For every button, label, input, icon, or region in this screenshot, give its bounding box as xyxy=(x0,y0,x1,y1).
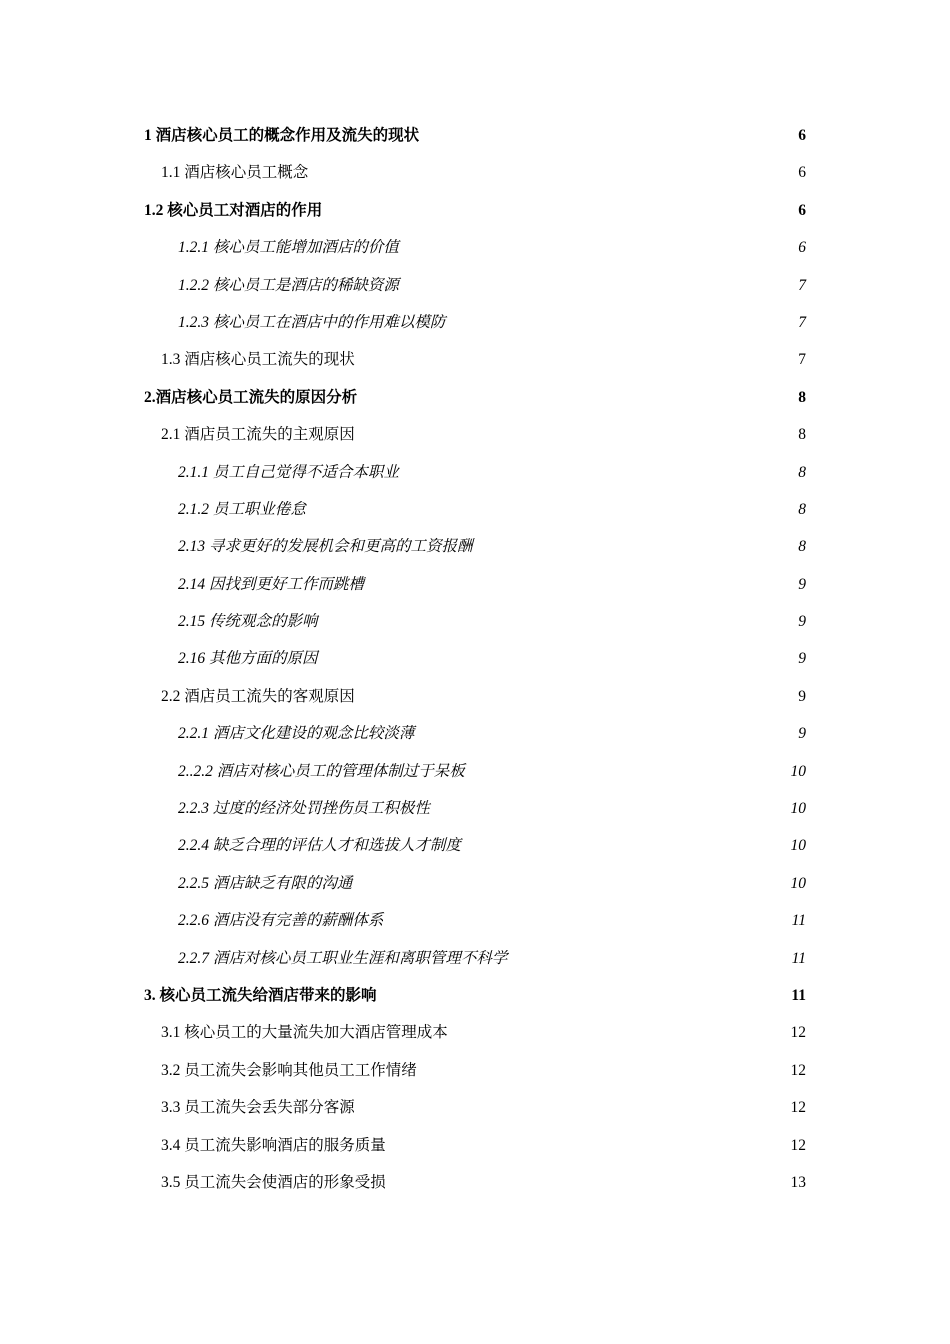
toc-entry-page-number: 11 xyxy=(791,986,806,1004)
toc-entry[interactable] xyxy=(0,566,950,603)
toc-entry[interactable] xyxy=(0,1164,950,1201)
toc-entry[interactable] xyxy=(0,678,950,715)
toc-entry-page-number: 6 xyxy=(798,239,806,257)
toc-entry[interactable] xyxy=(0,154,950,191)
toc-entry-title: 2.2.6 酒店没有完善的薪酬体系 xyxy=(178,912,384,930)
toc-entry-page-number: 9 xyxy=(798,725,806,743)
toc-entry-page-number: 9 xyxy=(798,687,806,705)
toc-entry[interactable] xyxy=(0,603,950,640)
toc-entry-title: 2.13 寻求更好的发展机会和更高的工资报酬 xyxy=(178,538,473,556)
toc-entry-title: 2.15 传统观念的影响 xyxy=(178,613,318,631)
toc-entry[interactable] xyxy=(0,416,950,453)
toc-entry[interactable] xyxy=(0,491,950,528)
toc-entry[interactable] xyxy=(0,1089,950,1126)
toc-entry-title: 2.2.5 酒店缺乏有限的沟通 xyxy=(178,874,353,892)
toc-entry-title: 2..2.2 酒店对核心员工的管理体制过于呆板 xyxy=(178,762,465,780)
toc-entry-page-number: 8 xyxy=(798,500,806,518)
toc-entry[interactable] xyxy=(0,1014,950,1051)
toc-entry[interactable] xyxy=(0,1052,950,1089)
toc-entry[interactable] xyxy=(0,454,950,491)
toc-entry-title: 2.1.1 员工自己觉得不适合本职业 xyxy=(178,463,399,481)
toc-entry-title: 1.3 酒店核心员工流失的现状 xyxy=(161,351,355,369)
toc-entry[interactable] xyxy=(0,117,950,154)
toc-entry-page-number: 9 xyxy=(798,650,806,668)
toc-entry[interactable] xyxy=(0,753,950,790)
toc-entry[interactable] xyxy=(0,192,950,229)
toc-entry-page-number: 10 xyxy=(790,837,806,855)
toc-entry-title: 3.5 员工流失会使酒店的形象受损 xyxy=(161,1173,386,1191)
toc-entry-page-number: 8 xyxy=(798,463,806,481)
toc-entry[interactable] xyxy=(0,379,950,416)
toc-entry-title: 3.1 核心员工的大量流失加大酒店管理成本 xyxy=(161,1024,448,1042)
toc-entry-title: 2.16 其他方面的原因 xyxy=(178,650,318,668)
toc-entry-title: 1.2 核心员工对酒店的作用 xyxy=(144,201,323,219)
toc-entry-title: 3.4 员工流失影响酒店的服务质量 xyxy=(161,1136,386,1154)
toc-entry-title: 2.1 酒店员工流失的主观原因 xyxy=(161,426,355,444)
toc-entry-title: 2.2.7 酒店对核心员工职业生涯和离职管理不科学 xyxy=(178,949,508,967)
toc-entry[interactable] xyxy=(0,528,950,565)
toc-entry[interactable] xyxy=(0,229,950,266)
toc-entry-page-number: 7 xyxy=(798,351,806,369)
toc-entry[interactable] xyxy=(0,940,950,977)
toc-entry-page-number: 6 xyxy=(798,164,806,182)
toc-entry[interactable] xyxy=(0,790,950,827)
toc-entry-title: 2.14 因找到更好工作而跳槽 xyxy=(178,575,365,593)
toc-entry-page-number: 8 xyxy=(798,538,806,556)
toc-entry-title: 1.2.1 核心员工能增加酒店的价值 xyxy=(178,239,399,257)
toc-entry-page-number: 10 xyxy=(790,762,806,780)
toc-entry-title: 1.2.3 核心员工在酒店中的作用难以模防 xyxy=(178,313,446,331)
toc-entry[interactable] xyxy=(0,977,950,1014)
toc-entry[interactable] xyxy=(0,1127,950,1164)
toc-entry-title: 2.酒店核心员工流失的原因分析 xyxy=(144,388,358,406)
toc-entry-page-number: 9 xyxy=(798,575,806,593)
toc-entry-title: 3.2 员工流失会影响其他员工工作情绪 xyxy=(161,1061,417,1079)
toc-entry-page-number: 13 xyxy=(790,1173,806,1191)
toc-entry-page-number: 12 xyxy=(790,1061,806,1079)
toc-entry[interactable] xyxy=(0,267,950,304)
table-of-contents xyxy=(0,117,950,1201)
toc-entry-title: 2.2.3 过度的经济处罚挫伤员工积极性 xyxy=(178,800,430,818)
toc-entry-page-number: 11 xyxy=(791,912,806,930)
toc-entry[interactable] xyxy=(0,902,950,939)
toc-entry-page-number: 8 xyxy=(798,388,806,406)
toc-entry-title: 2.2.1 酒店文化建设的观念比较淡薄 xyxy=(178,725,415,743)
toc-entry-page-number: 12 xyxy=(790,1099,806,1117)
toc-entry-page-number: 7 xyxy=(798,313,806,331)
toc-entry-page-number: 10 xyxy=(790,874,806,892)
toc-entry-title: 1.1 酒店核心员工概念 xyxy=(161,164,309,182)
toc-entry-title: 2.1.2 员工职业倦怠 xyxy=(178,500,306,518)
toc-entry-page-number: 6 xyxy=(798,201,806,219)
toc-entry-title: 3.3 员工流失会丢失部分客源 xyxy=(161,1099,355,1117)
toc-entry-page-number: 11 xyxy=(791,949,806,967)
toc-entry-page-number: 8 xyxy=(798,426,806,444)
toc-entry-page-number: 12 xyxy=(790,1136,806,1154)
toc-entry-title: 1 酒店核心员工的概念作用及流失的现状 xyxy=(144,127,420,144)
toc-entry-page-number: 7 xyxy=(798,276,806,294)
toc-entry-page-number: 9 xyxy=(798,613,806,631)
toc-entry[interactable] xyxy=(0,640,950,677)
toc-entry[interactable] xyxy=(0,304,950,341)
toc-entry[interactable] xyxy=(0,715,950,752)
toc-entry-page-number: 6 xyxy=(798,127,806,144)
toc-entry-page-number: 10 xyxy=(790,800,806,818)
toc-entry-title: 2.2 酒店员工流失的客观原因 xyxy=(161,687,355,705)
toc-entry-page-number: 12 xyxy=(790,1024,806,1042)
toc-entry[interactable] xyxy=(0,341,950,378)
toc-entry[interactable] xyxy=(0,827,950,864)
toc-entry-title: 2.2.4 缺乏合理的评估人才和选拔人才制度 xyxy=(178,837,461,855)
toc-entry-title: 3. 核心员工流失给酒店带来的影响 xyxy=(144,986,377,1004)
toc-entry[interactable] xyxy=(0,865,950,902)
toc-entry-title: 1.2.2 核心员工是酒店的稀缺资源 xyxy=(178,276,399,294)
